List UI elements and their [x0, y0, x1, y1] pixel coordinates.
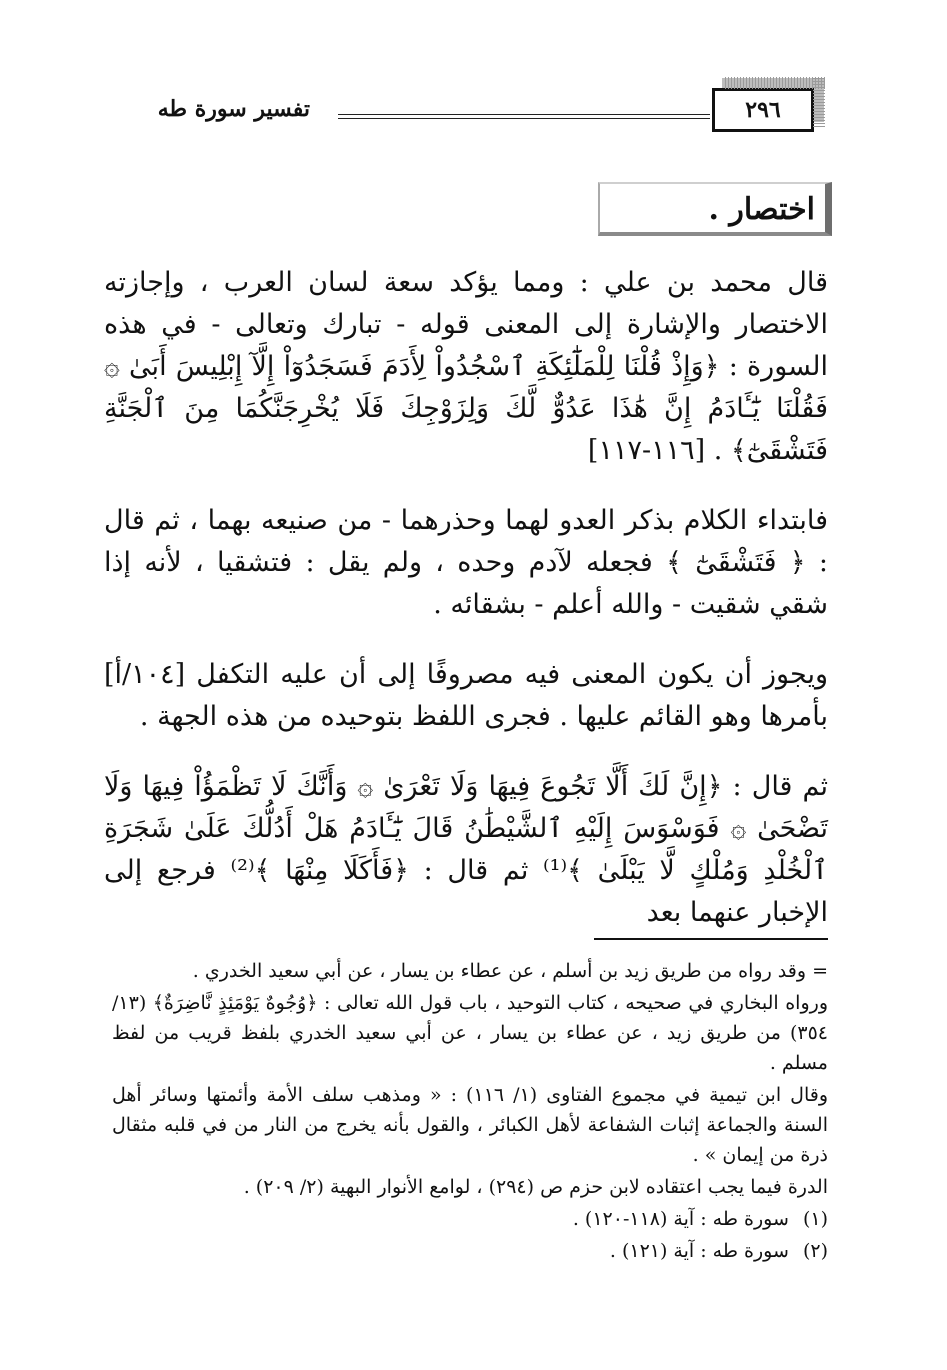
paragraph: ويجوز أن يكون المعنى فيه مصروفًا إلى أن عليه التكفل [١٠٤/أ] بأمرها وهو القائم عليها . فجرى اللفظ بتوحيده من هذه الجهة . [104, 659, 828, 732]
footnote [112, 1236, 828, 1266]
footnote-line: الدرة فيما يجب اعتقاده لابن حزم ص (٢٩٤) ، لوامع الأنوار البهية (٢/ ٢٠٩) . [243, 1176, 828, 1198]
header-rule [338, 114, 710, 119]
paragraph: ثم قال : ﴿إِنَّ لَكَ أَلَّا تَجُوعَ فِيهَا وَلَا تَعْرَىٰ ۞ وَأَنَّكَ لَا تَظْمَؤُاْ فِيهَا وَلَا تَضْحَىٰ ۞ فَوَسْوَسَ إِلَيْهِ ٱلشَّيْطَٰنُ قَالَ يَٰٓـَٔادَمُ هَلْ أَدُلُّكَ عَلَىٰ شَجَرَةِ ٱلْخُلْدِ وَمُلْكٍ لَّا يَبْلَىٰ ﴾⁽¹⁾ ثم قال : ﴿فَأَكَلَا مِنْهَا ﴾⁽²⁾ فرجع إلى الإخبار عنهما بعد [104, 771, 828, 928]
footnote-text: سورة طه : آية (١١٨-١٢٠) . [572, 1208, 789, 1230]
main-text [104, 262, 828, 962]
footnote-marker: (١) [802, 1208, 828, 1230]
paragraph: قال محمد بن علي : ومما يؤكد سعة لسان العرب ، وإجازته الاختصار والإشارة إلى المعنى قوله - تبارك وتعالى - في هذه السورة : ﴿وَإِذْ قُلْنَا لِلْمَلَٰٓئِكَةِ ٱسْجُدُواْ لِأَدَمَ فَسَجَدُوٓاْ إِلَّآ إِبْلِيسَ أَبَىٰ ۞ فَقُلْنَا يَٰٓـَٔادَمُ إِنَّ هَٰذَا عَدُوٌّ لَّكَ وَلِزَوْجِكَ فَلَا يُخْرِجَنَّكُمَا مِنَ ٱلْجَنَّةِ فَتَشْقَىٰٓ﴾ . [١١٦-١١٧] [104, 267, 828, 466]
footnote-marker: (٢) [802, 1240, 828, 1262]
footnote-line: = وقد رواه من طريق زيد بن أسلم ، عن عطاء بن يسار ، عن أبي سعيد الخدري . [192, 960, 828, 982]
footnotes [112, 956, 828, 1268]
page-header [0, 60, 947, 160]
page-number: ٢٩٦ [712, 88, 814, 132]
footnote-line: وقال ابن تيمية في مجموع الفتاوى (١/ ١١٦) : « ومذهب سلف الأمة وأئمتها وسائر أهل السنة والجماعة إثبات الشفاعة لأهل الكبائر ، والقول بأنه يخرج من النار من في قلبه مثقال ذرة من إيمان » . [112, 1084, 828, 1166]
footnote [112, 1204, 828, 1234]
footnote-divider [594, 938, 828, 940]
section-heading: اختصار . [708, 192, 815, 227]
section-heading-box [598, 182, 832, 236]
running-title: تفسير سورة طه [157, 96, 310, 122]
paragraph: فابتداء الكلام بذكر العدو لهما وحذرهما - من صنيعه بهما ، ثم قال : ﴿ فَتَشْقَىٰٓ ﴾ فجعله لآدم وحده ، ولم يقل : فتشقيا ، لأنه إذا شقي شقيت - والله أعلم - بشقائه . [104, 505, 828, 620]
footnote-text: سورة طه : آية (١٢١) . [609, 1240, 789, 1262]
footnote-line: ورواه البخاري في صحيحه ، كتاب التوحيد ، باب قول الله تعالى : ﴿وُجُوهٌ يَوْمَئِذٍ نَّاضِرَةٌ﴾ (١٣/ ٣٥٤) من طريق زيد ، عن عطاء بن يسار ، عن أبي سعيد الخدري بلفظ قريب من لفظ مسلم . [112, 992, 828, 1074]
